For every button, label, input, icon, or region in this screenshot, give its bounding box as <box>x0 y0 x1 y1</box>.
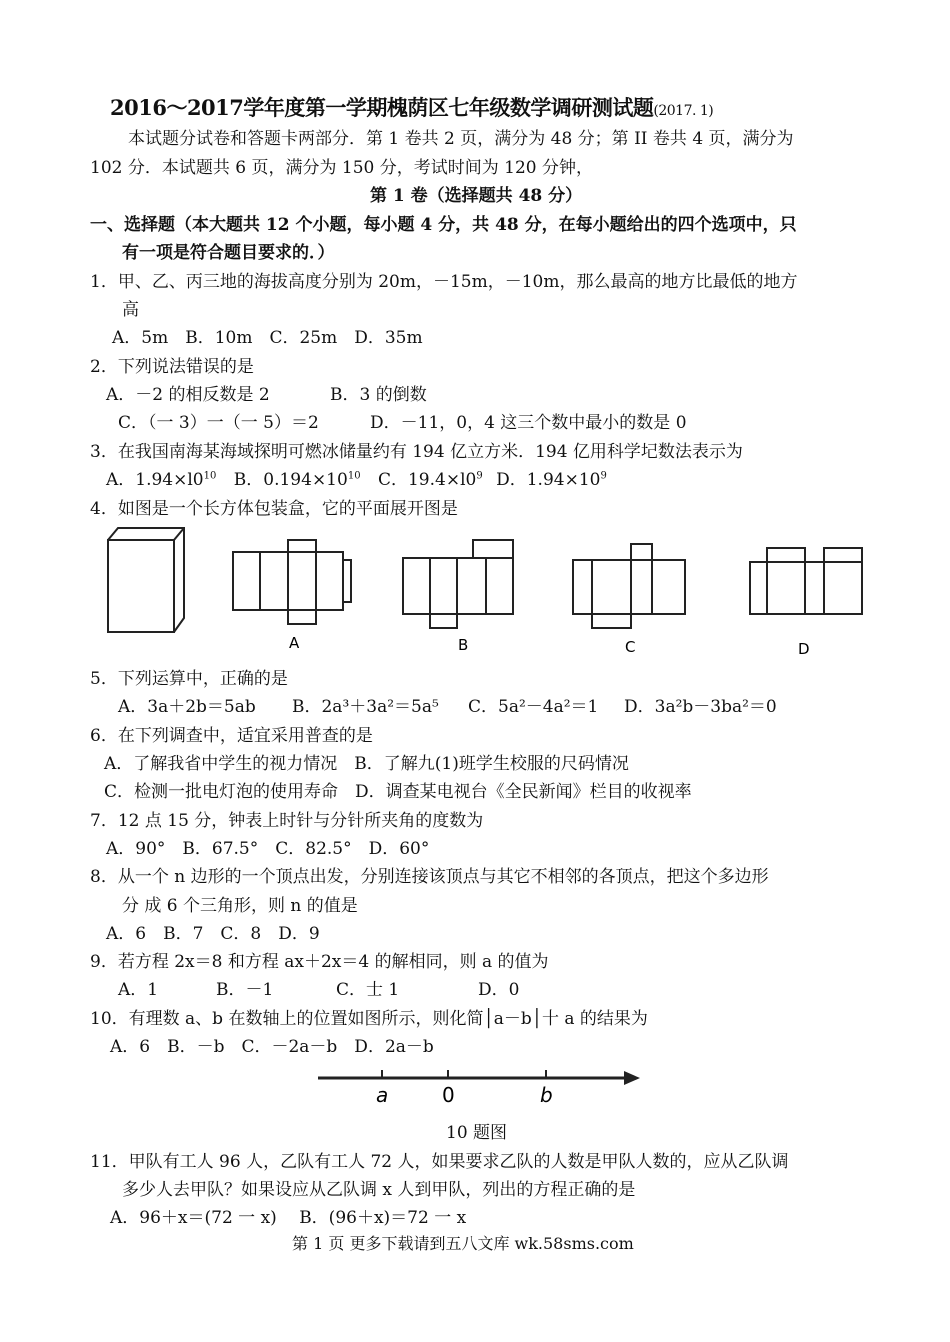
cuboid-box <box>108 528 184 632</box>
q2-option-c: C．（一 3）一（一 5）＝2 <box>118 413 319 433</box>
q2-option-d: D．－11，0，4 这三个数中最小的数是 0 <box>370 413 687 433</box>
q3-option-c: C．19.4×l0 <box>377 470 477 490</box>
net-a <box>233 540 351 624</box>
net-c <box>573 544 685 628</box>
section-heading-line-1: 一、选择题（本大题共 12 个小题，每小题 4 分，共 48 分，在每小题给出的四个选项中，只 <box>90 215 797 235</box>
q5-stem: 5．下列运算中，正确的是 <box>90 669 288 689</box>
q1-stem-line-2: 高 <box>122 300 139 320</box>
intro-line-2: 102 分．本试题共 6 页，满分为 150 分，考试时间为 120 分钟， <box>90 158 593 178</box>
q10-number-line <box>310 1062 650 1112</box>
q6-stem: 6．在下列调查中，适宜采用普查的是 <box>90 726 373 746</box>
q3-option-b-exponent: 10 <box>347 470 361 482</box>
q2-option-b: B．3 的倒数 <box>330 385 427 405</box>
page-footer: 第 1 页 更多下载请到五八文库 wk.58sms.com <box>292 1234 634 1253</box>
net-label-d: D <box>798 640 810 658</box>
q2-option-a: A．－2 的相反数是 2 <box>106 385 270 405</box>
q7-options: A．90° B．67.5° C．82.5° D．60° <box>106 839 430 859</box>
axis-arrow <box>624 1071 640 1085</box>
part-title: 第 1 卷（选择题共 48 分） <box>370 186 583 206</box>
q9-stem: 9．若方程 2x＝8 和方程 ax＋2x＝4 的解相同，则 a 的值为 <box>90 952 549 972</box>
q1-options: A．5m B．10m C．25m D．35m <box>112 328 423 348</box>
q5-option-c: C．5a²－4a²＝1 <box>468 697 599 717</box>
net-b <box>403 540 513 628</box>
q9-option-b: B．－1 <box>216 980 274 1000</box>
q3-options <box>106 465 607 490</box>
q11-stem-line-1: 11．甲队有工人 96 人，乙队有工人 72 人，如果要求乙队的人数是甲队人数的，应从乙队调 <box>90 1152 789 1172</box>
q10-options: A．6 B．－b C．－2a－b D．2a－b <box>110 1037 434 1057</box>
axis-label-a: a <box>376 1083 389 1107</box>
q6-options-ab: A．了解我省中学生的视力情况 B．了解九(1)班学生校服的尺码情况 <box>104 754 629 774</box>
q4-figure <box>100 520 880 660</box>
q4-stem: 4．如图是一个长方体包装盒，它的平面展开图是 <box>90 499 458 519</box>
q3-stem: 3．在我国南海某海域探明可燃冰储量约有 194 亿立方米．194 亿用科学圮数法表示为 <box>90 442 743 462</box>
net-label-b: B <box>458 636 469 654</box>
q8-options: A．6 B．7 C．8 D．9 <box>106 924 320 944</box>
net-d <box>750 548 862 614</box>
axis-label-b: b <box>540 1083 553 1107</box>
q8-stem-line-2: 分 成 6 个三角形，则 n 的值是 <box>122 896 358 916</box>
intro-line-1: 本试题分试卷和答题卡两部分．第 1 卷共 2 页，满分为 48 分；第 II 卷共 4 页，满分为 <box>128 129 794 149</box>
q5-option-d: D．3a²b－3ba²＝0 <box>624 697 777 717</box>
q3-option-a: A．1.94×l0 <box>106 470 204 490</box>
q9-option-c: C．士 1 <box>336 980 400 1000</box>
q2-stem: 2．下列说法错误的是 <box>90 357 254 377</box>
q3-option-c-exponent: 9 <box>476 470 483 482</box>
net-label-c: C <box>625 638 636 656</box>
q11-stem-line-2: 多少人去甲队？如果设应从乙队调 x 人到甲队，列出的方程正确的是 <box>122 1180 636 1200</box>
q3-option-b: B．0.194×10 <box>233 470 348 490</box>
q1-stem-line-1: 1．甲、乙、丙三地的海拔高度分别为 20m，－15m，－10m，那么最高的地方比最低的地方 <box>90 272 798 292</box>
q7-stem: 7．12 点 15 分，钟表上时针与分针所夹角的度数为 <box>90 811 484 831</box>
q3-option-d: D．1.94×10 <box>496 470 601 490</box>
q10-stem: 10．有理数 a、b 在数轴上的位置如图所示，则化简│a－b│十 a 的结果为 <box>90 1009 648 1029</box>
q10-figure-caption: 10 题图 <box>446 1123 508 1143</box>
net-label-a: A <box>289 634 300 652</box>
axis-label-0: 0 <box>442 1083 455 1107</box>
q9-option-a: A．1 <box>118 980 159 1000</box>
q9-option-d: D．0 <box>478 980 520 1000</box>
title-date: (2017. 1) <box>653 103 714 119</box>
q6-options-cd: C．检测一批电灯泡的使用寿命 D．调查某电视台《全民新闻》栏目的收视率 <box>104 782 692 802</box>
q11-options: A．96＋x＝(72 一 x) B．(96＋x)＝72 一 x <box>110 1208 467 1228</box>
q8-stem-line-1: 8．从一个 n 边形的一个顶点出发，分别连接该顶点与其它不相邻的各顶点，把这个多边形 <box>90 867 769 887</box>
q3-option-a-exponent: 10 <box>203 470 217 482</box>
q5-option-b: B．2a³＋3a²＝5a⁵ <box>292 697 439 717</box>
section-heading-line-2: 有一项是符合题目要求的．） <box>122 243 335 263</box>
title-text: 2016～2017学年度第一学期槐荫区七年级数学调研测试题 <box>110 95 654 120</box>
q3-option-d-exponent: 9 <box>600 470 607 482</box>
page-title <box>110 92 713 122</box>
q5-option-a: A．3a＋2b＝5ab <box>118 697 256 717</box>
